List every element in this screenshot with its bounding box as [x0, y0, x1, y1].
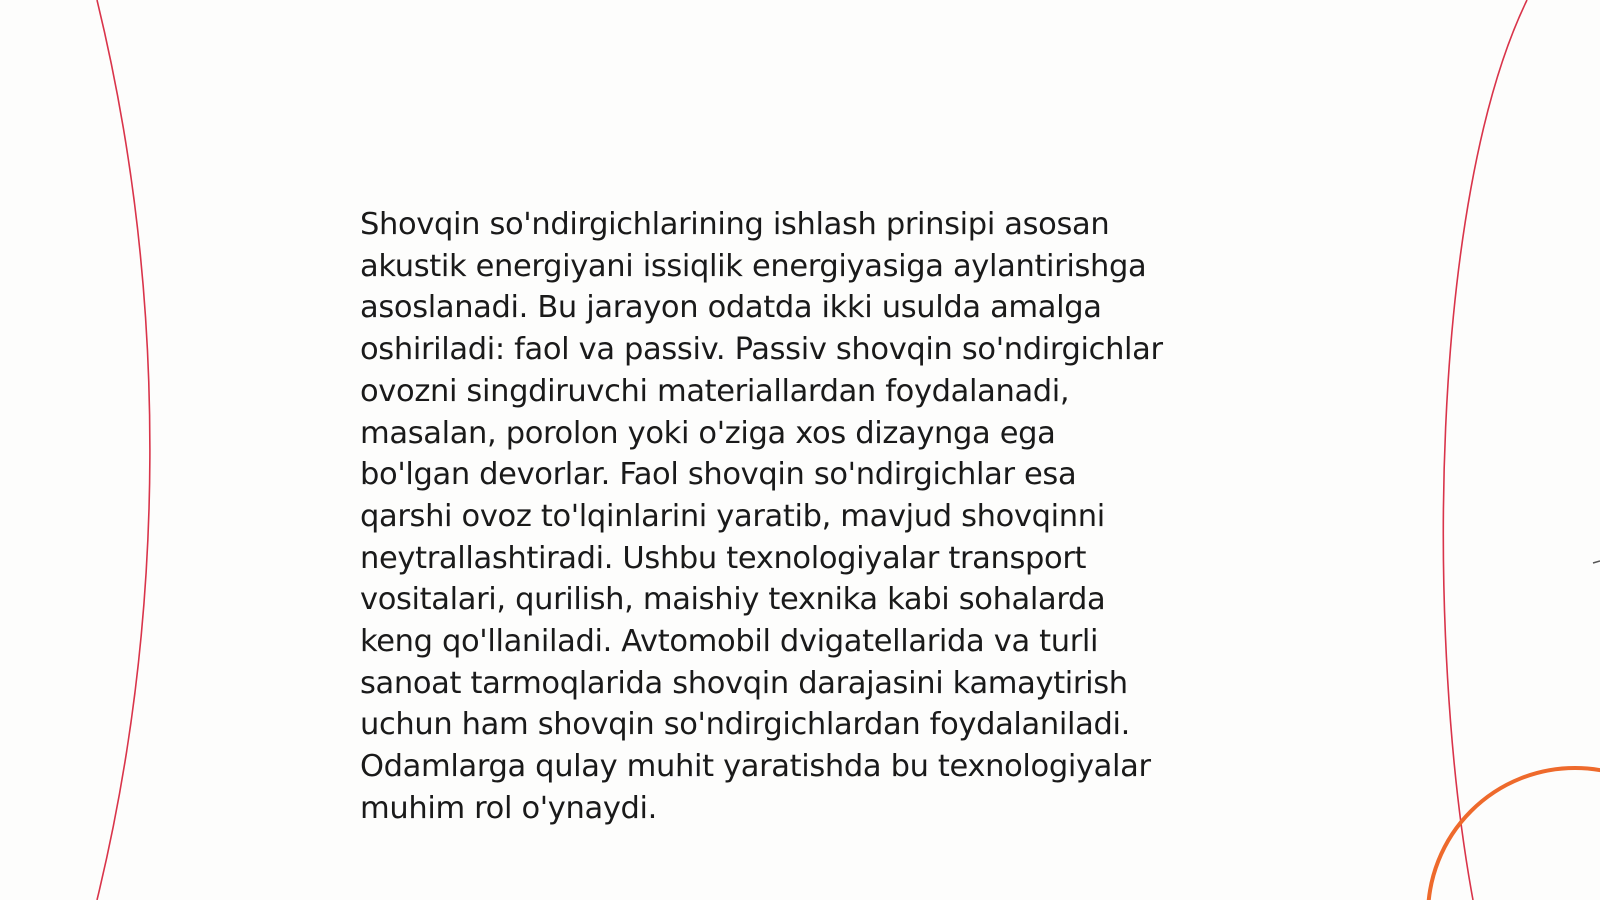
slide-body-text: Shovqin so'ndirgichlarining ishlash prinsipi asosan akustik energiyani issiqlik energiyasiga aylantirishga asoslanadi. Bu jarayon odatda ikki usulda amalga oshiriladi: faol va passiv. Passiv shovqin so'ndirgichlar ovozni singdiruvchi materiallardan foydalanadi, masalan, porolon yoki o'ziga xos dizaynga ega bo'lgan devorlar. Faol shovqin so'ndirgichlar esa qarshi ovoz to'lqinlarini yaratib, mavjud shovqinni neytrallashtiradi. Ushbu texnologiyalar transport vositalari, qurilish, maishiy texnika kabi sohalarda keng qo'llaniladi. Avtomobil dvigatellarida va turli sanoat tarmoqlarida shovqin darajasini kamaytirish uchun ham shovqin so'ndirgichlardan foydalaniladi. Odamlarga qulay muhit yaratishda bu texnologiyalar muhim rol o'ynaydi.	[360, 207, 1163, 826]
right-curve-decoration	[1443, 0, 1527, 900]
orange-circle-decoration	[1428, 768, 1600, 900]
left-curve-decoration	[97, 0, 150, 900]
small-tick-decoration	[1593, 561, 1600, 563]
